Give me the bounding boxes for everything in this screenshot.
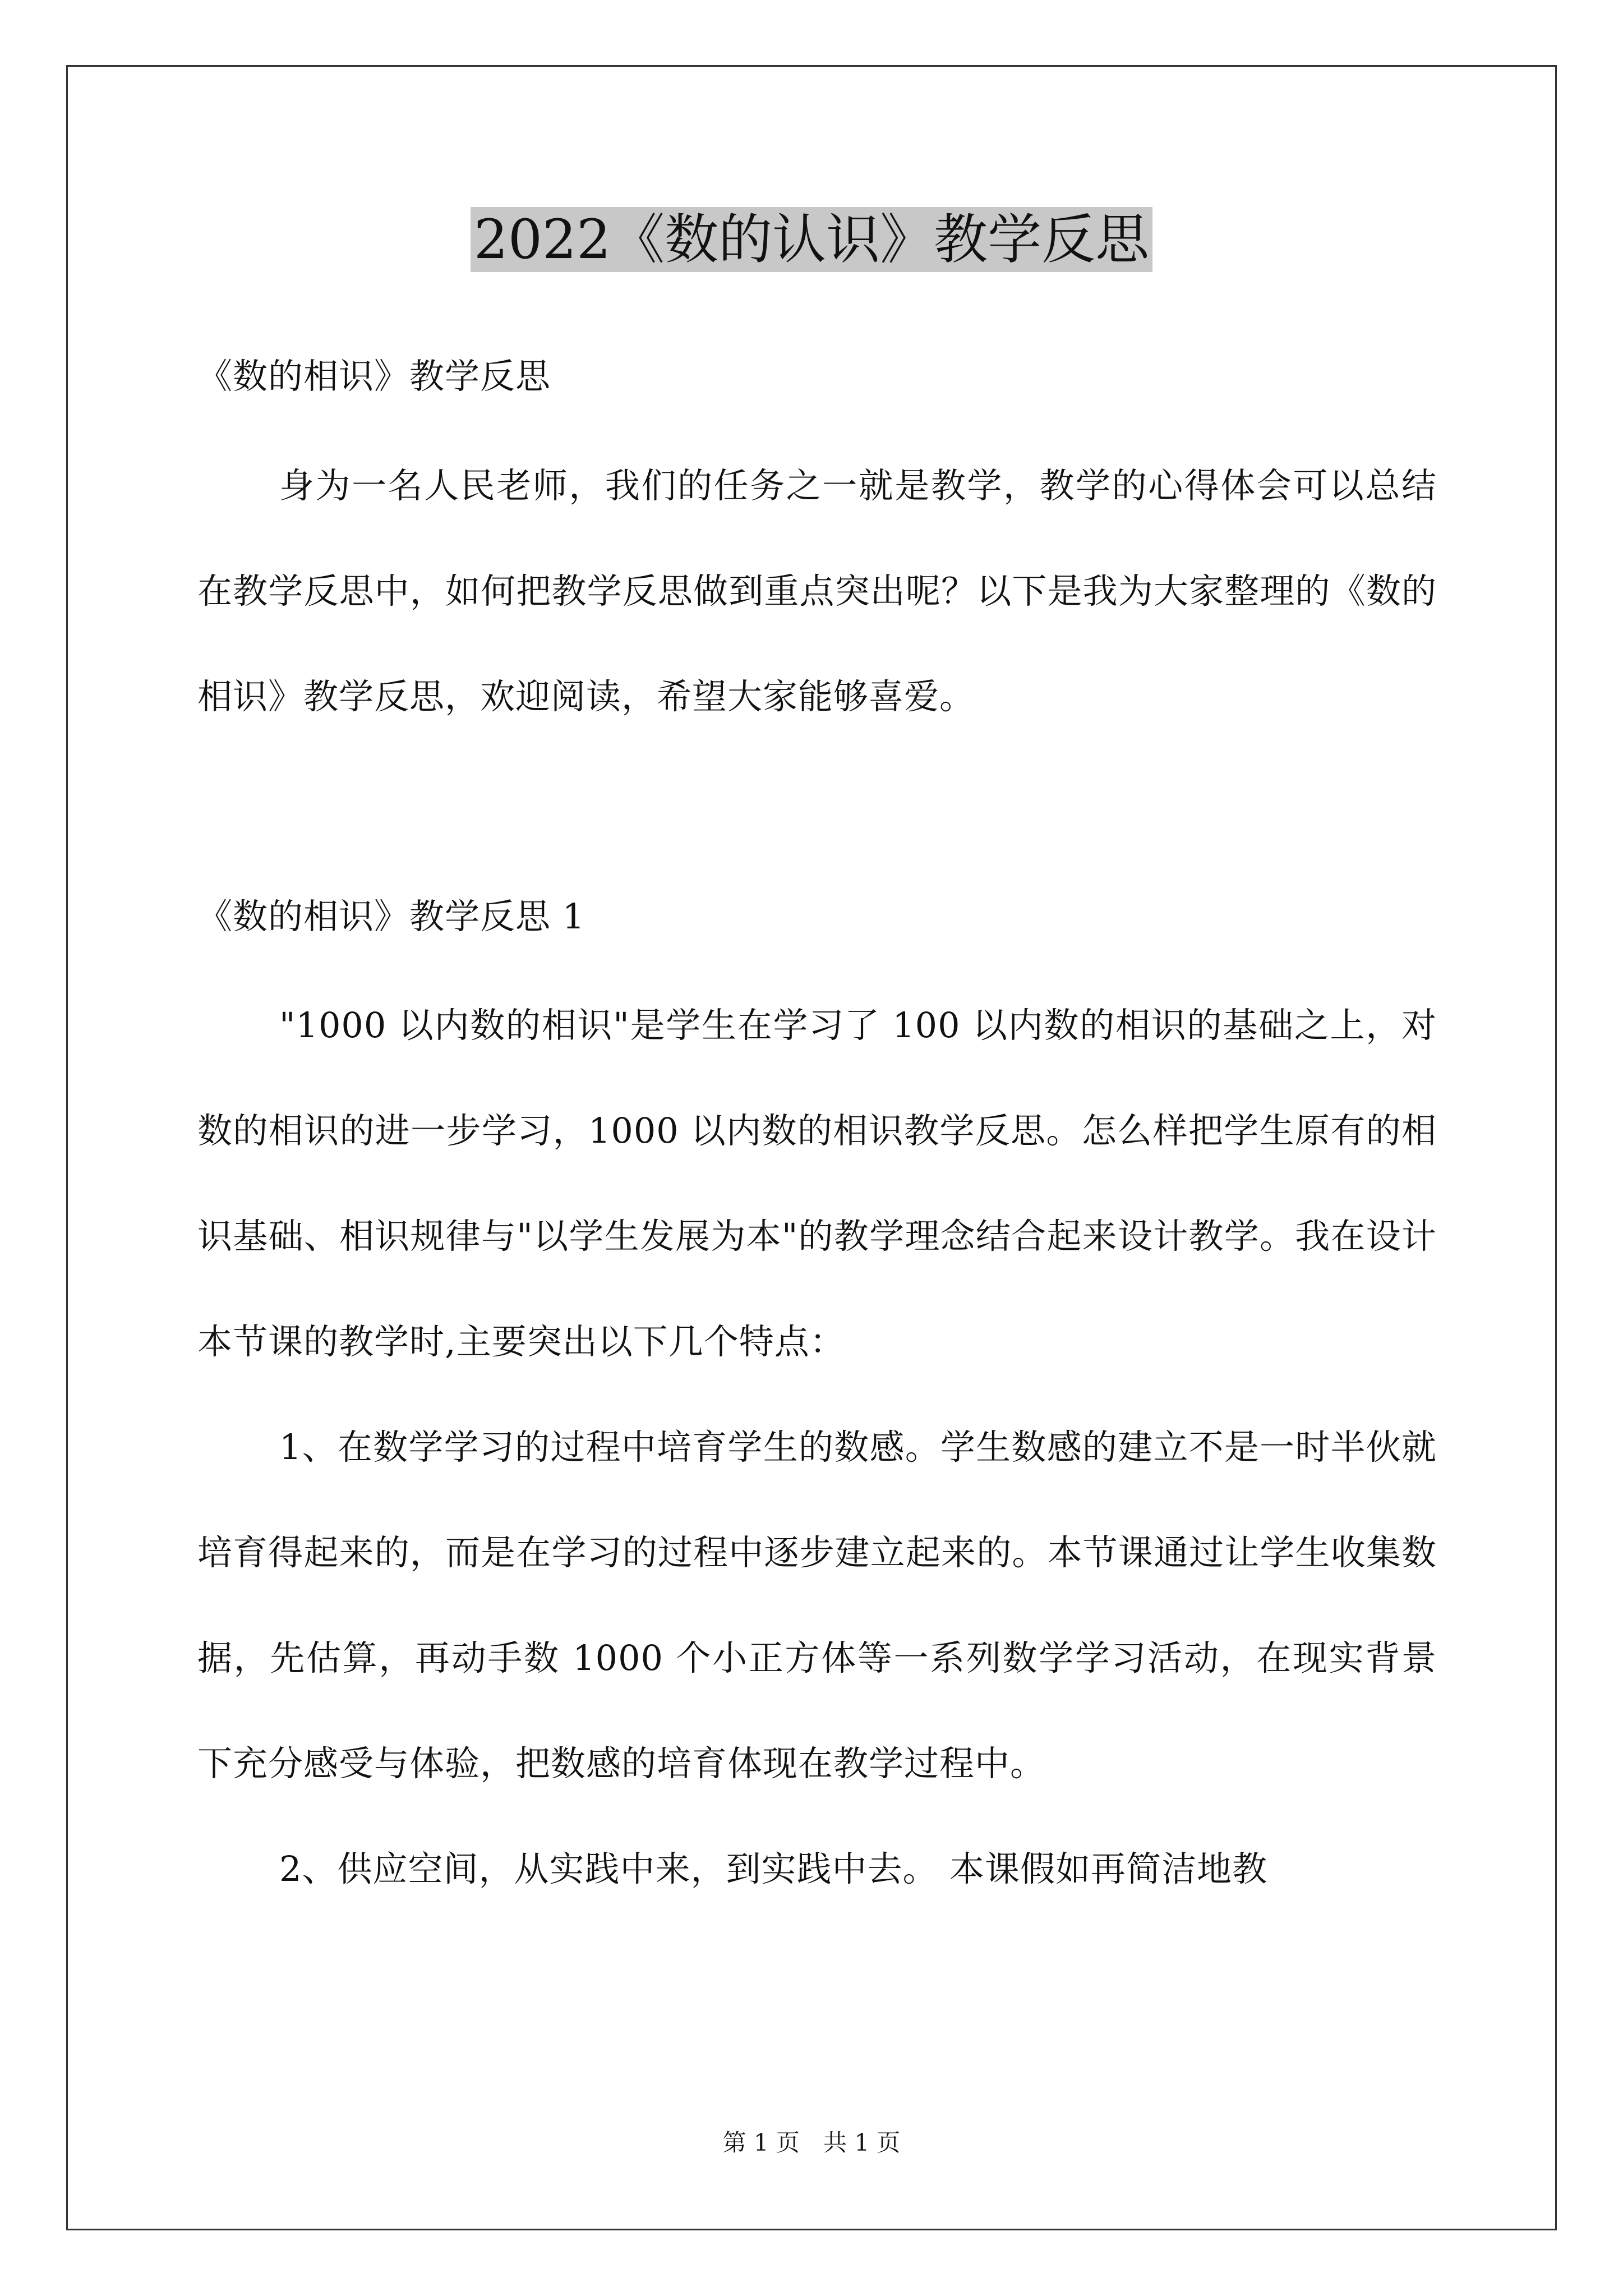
section-body-1 (197, 973, 1437, 1922)
section-heading-1: 《数的相识》教学反思 1 (197, 896, 585, 937)
intro-heading: 《数的相识》教学反思 (197, 356, 551, 397)
body-paragraph: "1000 以内数的相识"是学生在学习了 100 以内数的相识的基础之上，对数的相识的进一步学习，1000 以内数的相识教学反思。怎么样把学生原有的相识基础、相识规律与"以学生发展为本"的教学理念结合起来设计教学。我在设计本节课的教学时,主要突出以下几个特点： (197, 1005, 1437, 1362)
intro-block (197, 433, 1437, 749)
document-title-text: 2022《数的认识》教学反思 (471, 207, 1152, 272)
intro-paragraph: 身为一名人民老师，我们的任务之一就是教学，教学的心得体会可以总结在教学反思中，如何把教学反思做到重点突出呢？以下是我为大家整理的《数的相识》教学反思，欢迎阅读，希望大家能够喜爱。 (197, 465, 1437, 717)
body-paragraph: 2、供应空间，从实践中来，到实践中去。 本课假如再简洁地教 (279, 1848, 1268, 1889)
page-footer: 第 1 页 共 1 页 (722, 2129, 901, 2156)
body-paragraph: 1、在数学学习的过程中培育学生的数感。学生数感的建立不是一时半伙就培育得起来的，而是在学习的过程中逐步建立起来的。本节课通过让学生收集数据，先估算，再动手数 1000 个小正方体等一系列数学学习活动，在现实背景下充分感受与体验，把数感的培育体现在教学过程中。 (197, 1427, 1437, 1784)
document-title (0, 203, 1623, 276)
